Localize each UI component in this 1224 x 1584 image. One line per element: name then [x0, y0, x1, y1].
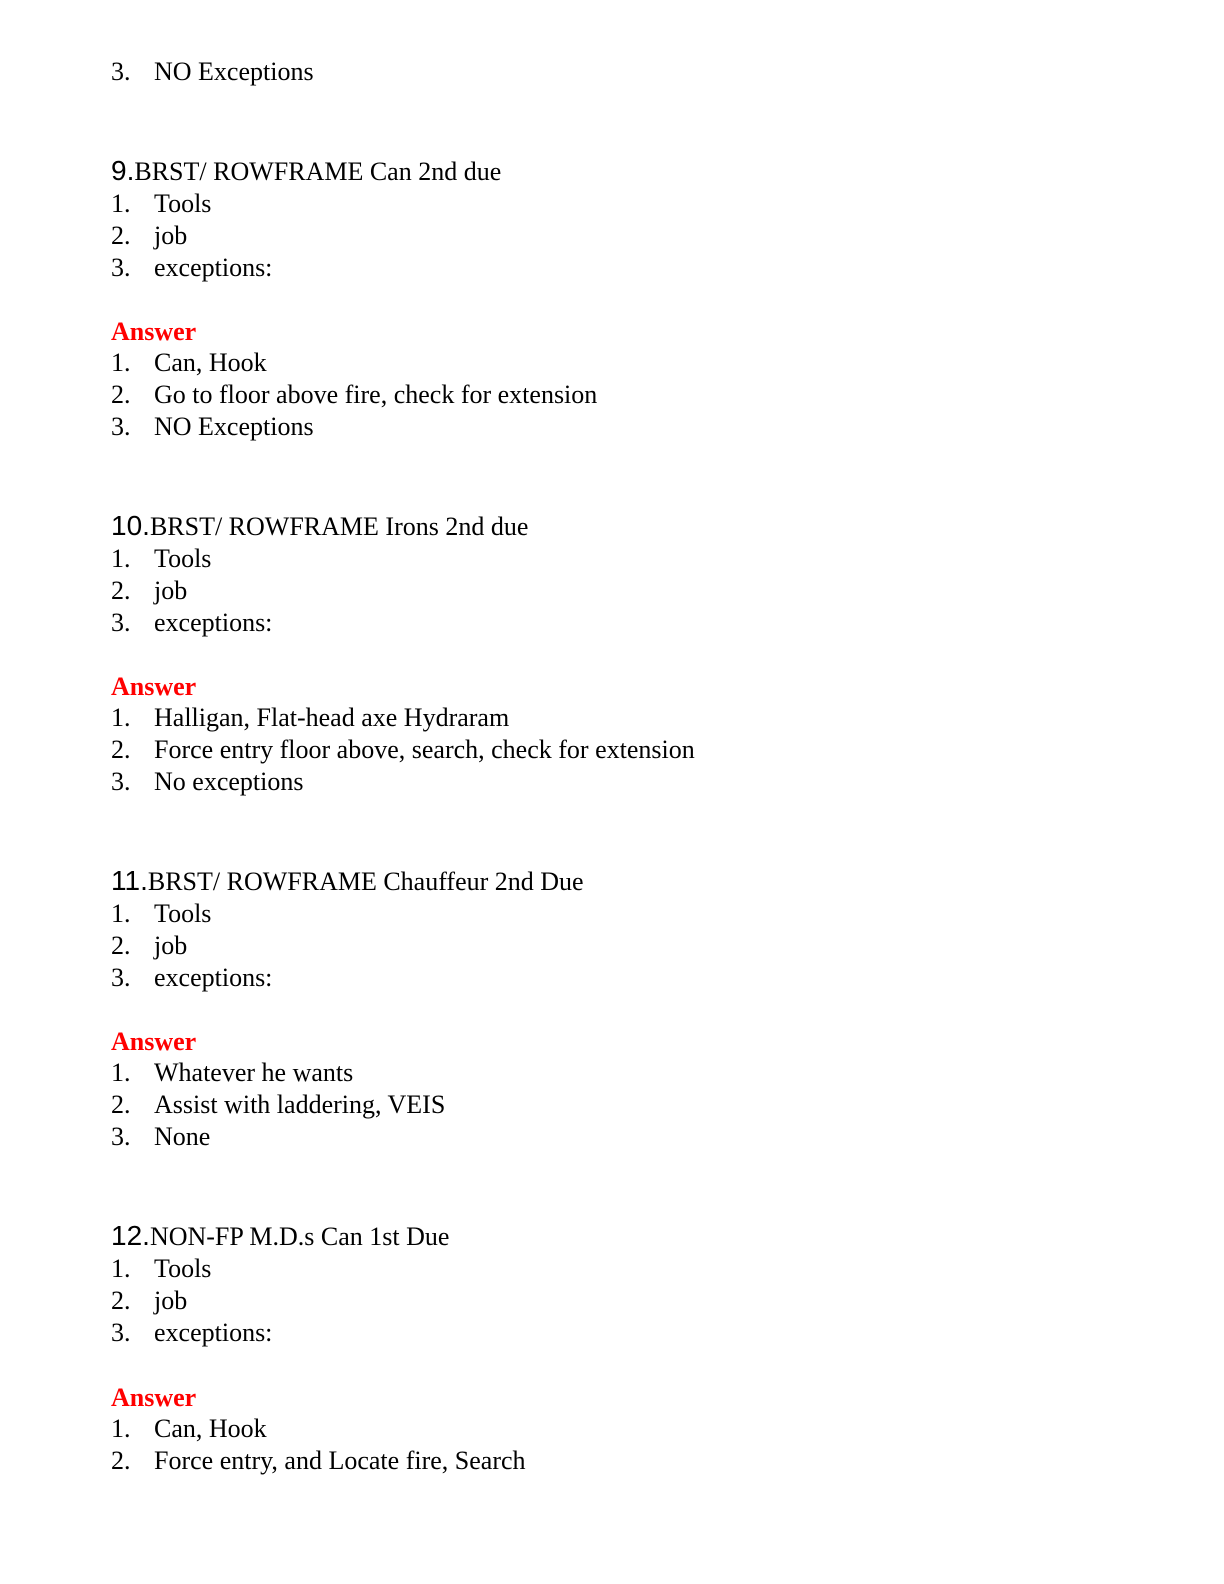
list-number: 2. [111, 931, 131, 960]
list-number: 3. [111, 1318, 131, 1347]
list-number: 2. [111, 576, 131, 605]
list-text: Halligan, Flat-head axe Hydraram [154, 703, 510, 732]
answer-item [111, 702, 509, 734]
answer-item [111, 1057, 353, 1089]
prompt-item [111, 252, 272, 284]
list-text: Force entry, and Locate fire, Search [154, 1446, 526, 1475]
list-number: 1. [111, 703, 131, 732]
list-number: 3. [111, 412, 131, 441]
question-heading [111, 1220, 449, 1252]
list-number: 2. [111, 1446, 131, 1475]
question-title: BRST/ ROWFRAME Can 2nd due [134, 157, 502, 186]
list-number: 3. [111, 608, 131, 637]
prompt-item [111, 575, 187, 607]
answer-item [111, 734, 695, 766]
list-number: 1. [111, 348, 131, 377]
prompt-item [111, 543, 211, 575]
question-number: 10. [111, 510, 150, 541]
list-text: Go to floor above fire, check for extension [154, 380, 598, 409]
question-heading [111, 865, 584, 897]
list-text: exceptions: [154, 253, 273, 282]
list-text: Tools [154, 1254, 212, 1283]
list-number: 1. [111, 1414, 131, 1443]
list-text: NO Exceptions [154, 412, 314, 441]
list-number: 2. [111, 735, 131, 764]
question-title: BRST/ ROWFRAME Chauffeur 2nd Due [147, 867, 584, 896]
answer-item [111, 1413, 267, 1445]
prompt-item [111, 1285, 187, 1317]
prompt-item [111, 188, 211, 220]
list-number: 3. [111, 1122, 131, 1151]
list-number: 2. [111, 221, 131, 250]
answer-item [111, 766, 303, 798]
list-text: exceptions: [154, 963, 273, 992]
list-text: job [154, 931, 188, 960]
question-number: 9. [111, 155, 135, 186]
answer-item [111, 411, 314, 443]
list-text: exceptions: [154, 1318, 273, 1347]
question-heading [111, 510, 528, 542]
question-title: BRST/ ROWFRAME Irons 2nd due [149, 512, 529, 541]
list-text: NO Exceptions [154, 57, 314, 86]
answer-label: Answer [111, 1027, 197, 1056]
answer-label: Answer [111, 1383, 197, 1412]
list-number: 3. [111, 57, 131, 86]
question-number: 12. [111, 1220, 150, 1251]
answer-item [111, 347, 267, 379]
list-text: Tools [154, 544, 212, 573]
list-item [111, 56, 314, 88]
list-number: 2. [111, 380, 131, 409]
list-text: Assist with laddering, VEIS [154, 1090, 446, 1119]
answer-label: Answer [111, 317, 197, 346]
answer-item [111, 379, 597, 411]
prompt-item [111, 930, 187, 962]
prompt-item [111, 607, 272, 639]
answer-item [111, 1089, 445, 1121]
list-number: 1. [111, 1058, 131, 1087]
list-text: None [154, 1122, 211, 1151]
question-heading [111, 155, 501, 187]
list-number: 1. [111, 1254, 131, 1283]
list-number: 3. [111, 253, 131, 282]
prompt-item [111, 1253, 211, 1285]
answer-item [111, 1445, 526, 1477]
prompt-item [111, 898, 211, 930]
prompt-item [111, 962, 272, 994]
list-text: exceptions: [154, 608, 273, 637]
list-number: 2. [111, 1090, 131, 1119]
document-page [111, 0, 1224, 1584]
list-number: 3. [111, 767, 131, 796]
question-number: 11. [111, 865, 148, 896]
answer-label: Answer [111, 672, 197, 701]
question-title: NON-FP M.D.s Can 1st Due [149, 1222, 450, 1251]
list-number: 3. [111, 963, 131, 992]
list-number: 2. [111, 1286, 131, 1315]
list-text: Tools [154, 189, 212, 218]
list-text: Tools [154, 899, 212, 928]
list-number: 1. [111, 544, 131, 573]
list-text: job [154, 1286, 188, 1315]
answer-item [111, 1121, 210, 1153]
list-text: No exceptions [154, 767, 304, 796]
prompt-item [111, 1317, 272, 1349]
list-text: job [154, 576, 188, 605]
prompt-item [111, 220, 187, 252]
list-text: Whatever he wants [154, 1058, 354, 1087]
list-text: Can, Hook [154, 348, 267, 377]
list-number: 1. [111, 189, 131, 218]
list-text: Force entry floor above, search, check for extension [154, 735, 695, 764]
list-number: 1. [111, 899, 131, 928]
list-text: Can, Hook [154, 1414, 267, 1443]
list-text: job [154, 221, 188, 250]
